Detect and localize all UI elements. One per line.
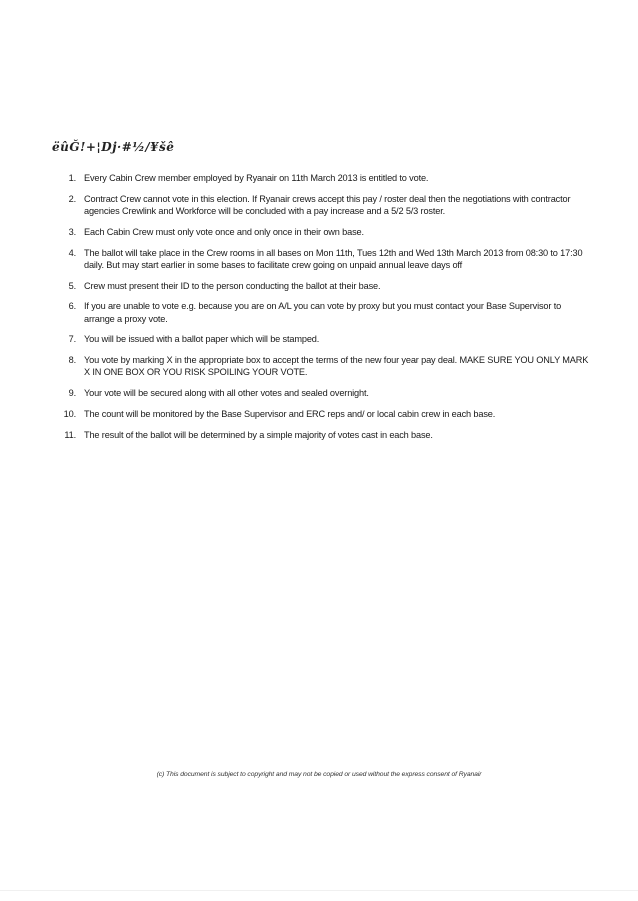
copyright-footer: (c) This document is subject to copyright and may not be copied or used without the express consent of Ryanair (156, 771, 482, 778)
rule-number: 4. (68, 247, 76, 258)
rule-number: 6. (68, 301, 76, 312)
rule-text: Your vote will be secured along with all other votes and sealed overnight. (84, 388, 369, 399)
rule-text: If you are unable to vote e.g. because you are on A/L you can vote by proxy but you must contact your Base Supervisor to arrange a proxy vote. (84, 301, 562, 324)
rule-number: 11. (64, 429, 76, 440)
rule-number: 9. (68, 388, 76, 399)
rule-item (68, 387, 592, 399)
page-edge-line (0, 890, 638, 891)
rule-text: Crew must present their ID to the person conducting the ballot at their base. (84, 280, 381, 291)
document-heading: ëûĞ!+¦Dj·#½/¥šê (52, 140, 175, 154)
rule-number: 2. (68, 193, 76, 204)
rule-text: You will be issued with a ballot paper which will be stamped. (84, 334, 320, 345)
rule-item (68, 300, 592, 324)
rule-text: You vote by marking X in the appropriate box to accept the terms of the new four year pay deal. MAKE SURE YOU ONLY MARK X IN ONE BOX OR YOU RISK SPOILING YOUR VOTE. (84, 355, 589, 378)
rule-number: 8. (68, 355, 76, 366)
rules-list (0, 172, 638, 450)
rule-item (68, 226, 592, 238)
rule-number: 5. (68, 280, 76, 291)
rule-item (63, 408, 592, 420)
rule-item (68, 354, 592, 378)
rule-item (68, 172, 592, 184)
rule-item (68, 280, 592, 292)
rule-text: The count will be monitored by the Base Supervisor and ERC reps and/ or local cabin crew in each base. (84, 408, 496, 419)
rule-text: The result of the ballot will be determined by a simple majority of votes cast in each base. (84, 429, 433, 440)
rule-text: The ballot will take place in the Crew rooms in all bases on Mon 11th, Tues 12th and Wed 13th March 2013 from 08:30 to 17:30 daily. But may start earlier in some bases to facilitate crew going on unpaid annual leave days off (84, 247, 583, 270)
rule-item (68, 247, 592, 271)
rule-number: 3. (68, 226, 76, 237)
rule-item (68, 333, 592, 345)
rule-number: 7. (68, 334, 76, 345)
rule-item (68, 193, 592, 217)
rule-number: 1. (68, 173, 76, 183)
rule-item (64, 429, 592, 441)
rule-text: Contract Crew cannot vote in this election. If Ryanair crews accept this pay / roster deal then the negotiations with contractor agencies Crewlink and Workforce will be concluded with a pay increase and a 5/2 5/3 roster. (84, 193, 571, 216)
rule-number: 10. (63, 408, 76, 419)
rule-text: Each Cabin Crew must only vote once and only once in their own base. (84, 226, 364, 237)
rule-text: Every Cabin Crew member employed by Ryanair on 11th March 2013 is entitled to vote. (84, 173, 429, 183)
